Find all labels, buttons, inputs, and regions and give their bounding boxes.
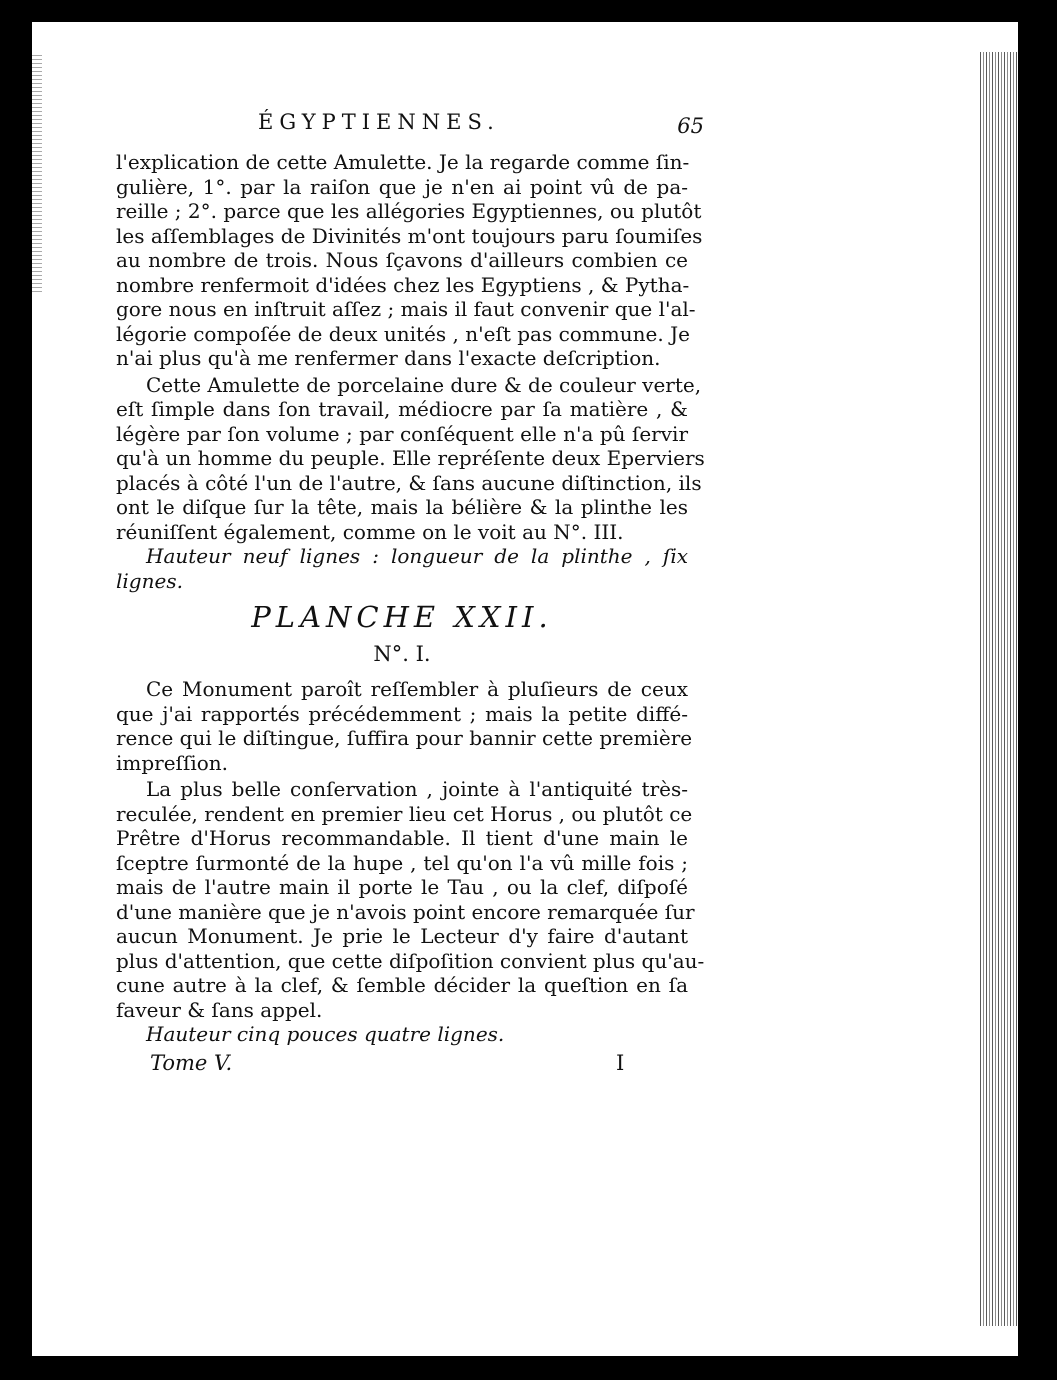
text-line: lignes. [116,568,183,593]
text-line: que j'ai rapportés précédemment ; mais la petite diffé- [116,701,688,726]
text-line: les aſſemblages de Divinités m'ont toujours paru ſoumiſes [116,223,703,248]
text-line: impreſſion. [116,750,229,775]
text-line: rence qui le diſtingue, ſuffira pour bannir cette première [116,726,693,750]
text-line: n'ai plus qu'à me renfermer dans l'exacte deſcription. [116,346,661,370]
volume-label: Tome V. [150,1050,233,1075]
text-line: faveur & ſans appel. [116,997,323,1022]
text-line: ſceptre ſurmonté de la hupe , tel qu'on l'a vû mille fois ; [116,850,688,875]
text-line: Cette Amulette de porcelaine dure & de couleur verte, [146,372,702,397]
measurement-note-1 [116,544,688,593]
plate-title: PLANCHE XXII. [251,600,553,634]
text-line: d'une manière que je n'avois point encore remarquée ſur [116,899,695,924]
text-line: Prêtre d'Horus recommandable. Il tient d'une main le [116,826,688,850]
book-page [32,22,1018,1356]
page-header [116,110,704,150]
text-line: au nombre de trois. Nous ſçavons d'ailleurs combien ce [116,248,688,272]
paragraph-3 [116,677,693,775]
paragraph-2 [116,372,705,545]
text-line: aucun Monument. Je prie le Lecteur d'y faire d'autant [116,924,688,948]
page-footer [116,1049,688,1081]
text-line: ont le diſque ſur la tête, mais la bélière & la plinthe les [116,495,688,519]
paragraph-1 [116,150,703,371]
page-gutter [32,52,42,292]
text-line: Hauteur neuf lignes : longueur de la plinthe , ſix [146,544,688,568]
text-line: cune autre à la clef, & ſemble décider la queſtion en ſa [116,973,688,997]
paragraph-4 [116,777,705,1022]
text-line: gore nous en inſtruit aſſez ; mais il faut convenir que l'al- [116,297,696,321]
text-line: placés à côté l'un de l'autre, & ſans aucune diſtinction, ils [116,470,702,495]
running-title: ÉGYPTIENNES. [258,110,500,134]
text-line: plus d'attention, que cette diſpoſition convient plus qu'au- [116,948,705,973]
page-number: 65 [677,114,704,138]
page-edge [978,52,1018,1326]
text-line: réuniſſent également, comme on le voit au N°. III. [116,519,624,544]
text-line: reille ; 2°. parce que les allégories Egyptiennes, ou plutôt [116,199,702,223]
plate-number: N°. I. [373,642,431,666]
text-line: La plus belle conſervation , jointe à l'antiquité très- [146,777,688,801]
text-line: qu'à un homme du peuple. Elle repréſente deux Eperviers [116,446,705,470]
text-line: reculée, rendent en premier lieu cet Horus , ou plutôt ce [116,801,693,826]
measurement-note-2: Hauteur cinq pouces quatre lignes. [146,1022,505,1046]
text-line: nombre renfermoit d'idées chez les Egyptiens , & Pytha- [116,272,690,297]
text-line: gulière, 1°. par la raiſon que je n'en ai point vû de pa- [116,174,688,199]
text-line: Ce Monument paroît reſſembler à pluſieurs de ceux [146,677,688,701]
text-line: légorie compoſée de deux unités , n'eſt pas commune. Je [116,321,690,346]
text-line: mais de l'autre main il porte le Tau , ou la clef, diſpoſé [116,875,688,899]
text-line: légère par ſon volume ; par conſéquent elle n'a pû ſervir [116,421,688,446]
signature-mark: I [616,1050,625,1075]
text-block [116,110,705,1081]
text-line: eſt ſimple dans ſon travail, médiocre par ſa matière , & [116,397,688,421]
text-line: l'explication de cette Amulette. Je la regarde comme ſin- [116,150,690,174]
